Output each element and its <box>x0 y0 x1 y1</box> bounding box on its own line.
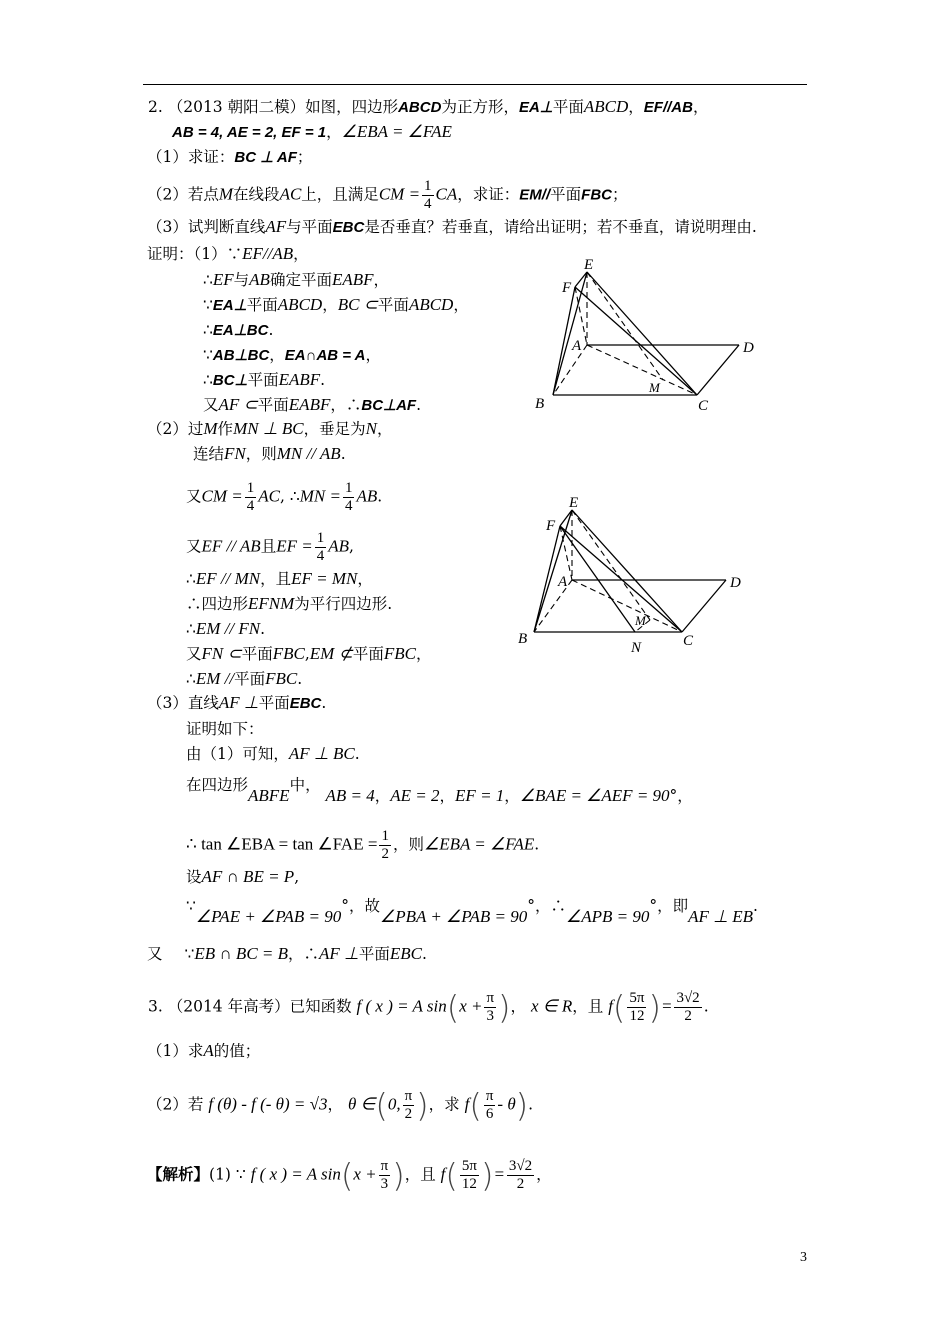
proof2-line1: （2）过M作MN ⊥ BC，垂足为N， <box>147 419 393 438</box>
header-rule <box>143 84 807 85</box>
label-b: B <box>518 631 528 647</box>
label-f: F <box>546 518 556 534</box>
proof2-line8: 又FN ⊂平面FBC,EM ⊄平面FBC， <box>186 644 432 663</box>
label-f: F <box>562 280 572 296</box>
fraction-pi-over-3: $\frac{\pi}{3}$ <box>486 990 495 1024</box>
label-d: D <box>743 340 754 356</box>
proof3-line2: 证明如下： <box>186 720 264 738</box>
edge-ec <box>572 510 682 632</box>
proof3-line8: 又 ∵EB ∩ BC = B，∴AF ⊥平面EBC. <box>147 944 427 963</box>
proof2-line2: 连结FN，则MN // AB. <box>193 444 346 463</box>
page-number: 3 <box>800 1250 807 1265</box>
proof1-line5: ∵AB⊥BC，EA∩AB = A， <box>203 346 382 364</box>
fraction-one-quarter: $\frac{1}{4}$ <box>344 480 353 514</box>
fraction-5pi-over-12: $\frac{5\pi}{12}$ <box>461 1158 477 1192</box>
edge-ec <box>587 272 697 395</box>
fraction-5pi-over-12: $\frac{5\pi}{12}$ <box>629 990 645 1024</box>
fraction-3root2-over-2: $\frac{3√2}{2}$ <box>508 1158 533 1192</box>
label-a: A <box>572 338 582 354</box>
proof1-line3: ∵EA⊥平面ABCD，BC ⊂平面ABCD， <box>203 295 469 314</box>
proof1-line2: ∴EF与AB确定平面EABF， <box>203 270 390 289</box>
label-d: D <box>730 575 741 591</box>
proof2-line6: ∴四边形EFNM为平行四边形. <box>186 594 393 613</box>
solution-line: 【解析】(1) ∵ f ( x ) = A sin(x + $\frac{\pi}{3}$ )，且 f( $\frac{5\pi}{12}$ )= $\frac{3√2}{2}$ ， <box>147 1156 552 1195</box>
problem2-question3: （3）试判断直线AF与平面EBC是否垂直？若垂直，请给出证明；若不垂直，请说明理由. <box>147 217 757 236</box>
pyramid-figure-1 <box>525 255 765 415</box>
proof2-line7: ∴EM // FN. <box>186 619 266 638</box>
proof1-line4: ∴EA⊥BC. <box>203 321 274 339</box>
proof1-line6: ∴BC⊥平面EABF. <box>203 370 326 389</box>
fraction-pi-over-2: $\frac{\pi}{2}$ <box>404 1088 413 1122</box>
proof1-line7: 又AF ⊂平面EABF，∴BC⊥AF. <box>203 395 422 414</box>
edge-em-hidden <box>572 510 650 620</box>
fraction-pi-over-6: $\frac{\pi}{6}$ <box>485 1088 494 1122</box>
proof3-line3: 由（1）可知，AF ⊥ BC. <box>186 744 360 763</box>
fraction-one-quarter: $\frac{1}{4}$ <box>316 530 325 564</box>
label-m: M <box>649 380 660 395</box>
label-c: C <box>698 398 709 414</box>
proof2-line5: ∴EF // MN，且EF = MN， <box>186 569 373 588</box>
problem2-question2: （2）若点M在线段AC上，且满足CM = $\frac{1}{4}$ CA，求证：EM//平面FBC； <box>147 178 628 212</box>
label-n: N <box>631 640 642 656</box>
edge-fb <box>534 526 560 632</box>
label-e: E <box>569 495 579 511</box>
proof3-line7: ∵∠PAE + ∠PAB = 90°，故∠PBA + ∠PAB = 90°，∴∠APB = 90°，即AF ⊥ EB. <box>186 897 758 926</box>
proof3-line1: （3）直线AF ⊥平面EBC. <box>147 693 327 712</box>
label-a: A <box>558 574 568 590</box>
label-m: M <box>635 613 646 628</box>
edge-dc <box>682 580 726 632</box>
edge-dc <box>697 345 739 395</box>
edge-ac-hidden <box>587 345 697 395</box>
proof2-line4: 又EF // AB且EF = $\frac{1}{4}$ AB, <box>186 530 354 564</box>
fraction-one-half: $\frac{1}{2}$ <box>381 828 389 862</box>
edge-ef <box>560 510 572 526</box>
proof3-line5: ∴ tan ∠EBA = tan ∠FAE = $\frac{1}{2}$ ，则∠EBA = ∠FAE. <box>186 828 540 862</box>
fraction-one-quarter: $\frac{1}{4}$ <box>246 480 255 514</box>
proof1-line1: 证明：（1）∵EF//AB， <box>147 244 309 263</box>
label-b: B <box>535 396 545 412</box>
proof2-line3: 又CM = $\frac{1}{4}$ AC, ∴MN = $\frac{1}{4}$ AB. <box>186 480 383 514</box>
proof3-line4: 在四边形ABFE中， AB = 4，AE = 2，EF = 1，∠BAE = ∠AEF = 90°， <box>186 776 693 805</box>
fraction-3root2-over-2: $\frac{3√2}{2}$ <box>676 990 700 1024</box>
label-e: E <box>584 257 594 273</box>
problem3-question2: （2）若 f (θ) - f (- θ) = √3， θ ∈(0, $\frac{\pi}{2}$ )，求 f( $\frac{\pi}{6}$ - θ). <box>147 1086 534 1125</box>
problem2-question1: （1）求证：BC ⊥ AF； <box>147 148 313 166</box>
label-c: C <box>683 633 694 649</box>
problem2-heading: 2. （2013 朝阳二模）如图，四边形ABCD为正方形，EA⊥平面ABCD，EF//AB， <box>148 97 709 116</box>
problem2-given: AB = 4, AE = 2, EF = 1，∠EBA = ∠FAE <box>172 122 452 141</box>
problem3-heading: 3. （2014 年高考）已知函数 f ( x ) = A sin(x + $\frac{\pi}{3}$ )， x ∈ R，且 f( $\frac{5\pi}{12}$ )= $\frac{3√2}{2}$ . <box>148 988 709 1027</box>
pyramid-figure-2 <box>512 490 752 660</box>
edge-em-hidden <box>587 272 663 380</box>
proof3-line6: 设AF ∩ BE = P, <box>186 867 300 886</box>
fraction-one-quarter: $\frac{1}{4}$ <box>424 178 432 212</box>
problem3-question1: （1）求A的值； <box>147 1041 261 1060</box>
proof2-line9: ∴EM //平面FBC. <box>186 669 303 688</box>
fraction-pi-over-3: $\frac{\pi}{3}$ <box>380 1158 389 1192</box>
